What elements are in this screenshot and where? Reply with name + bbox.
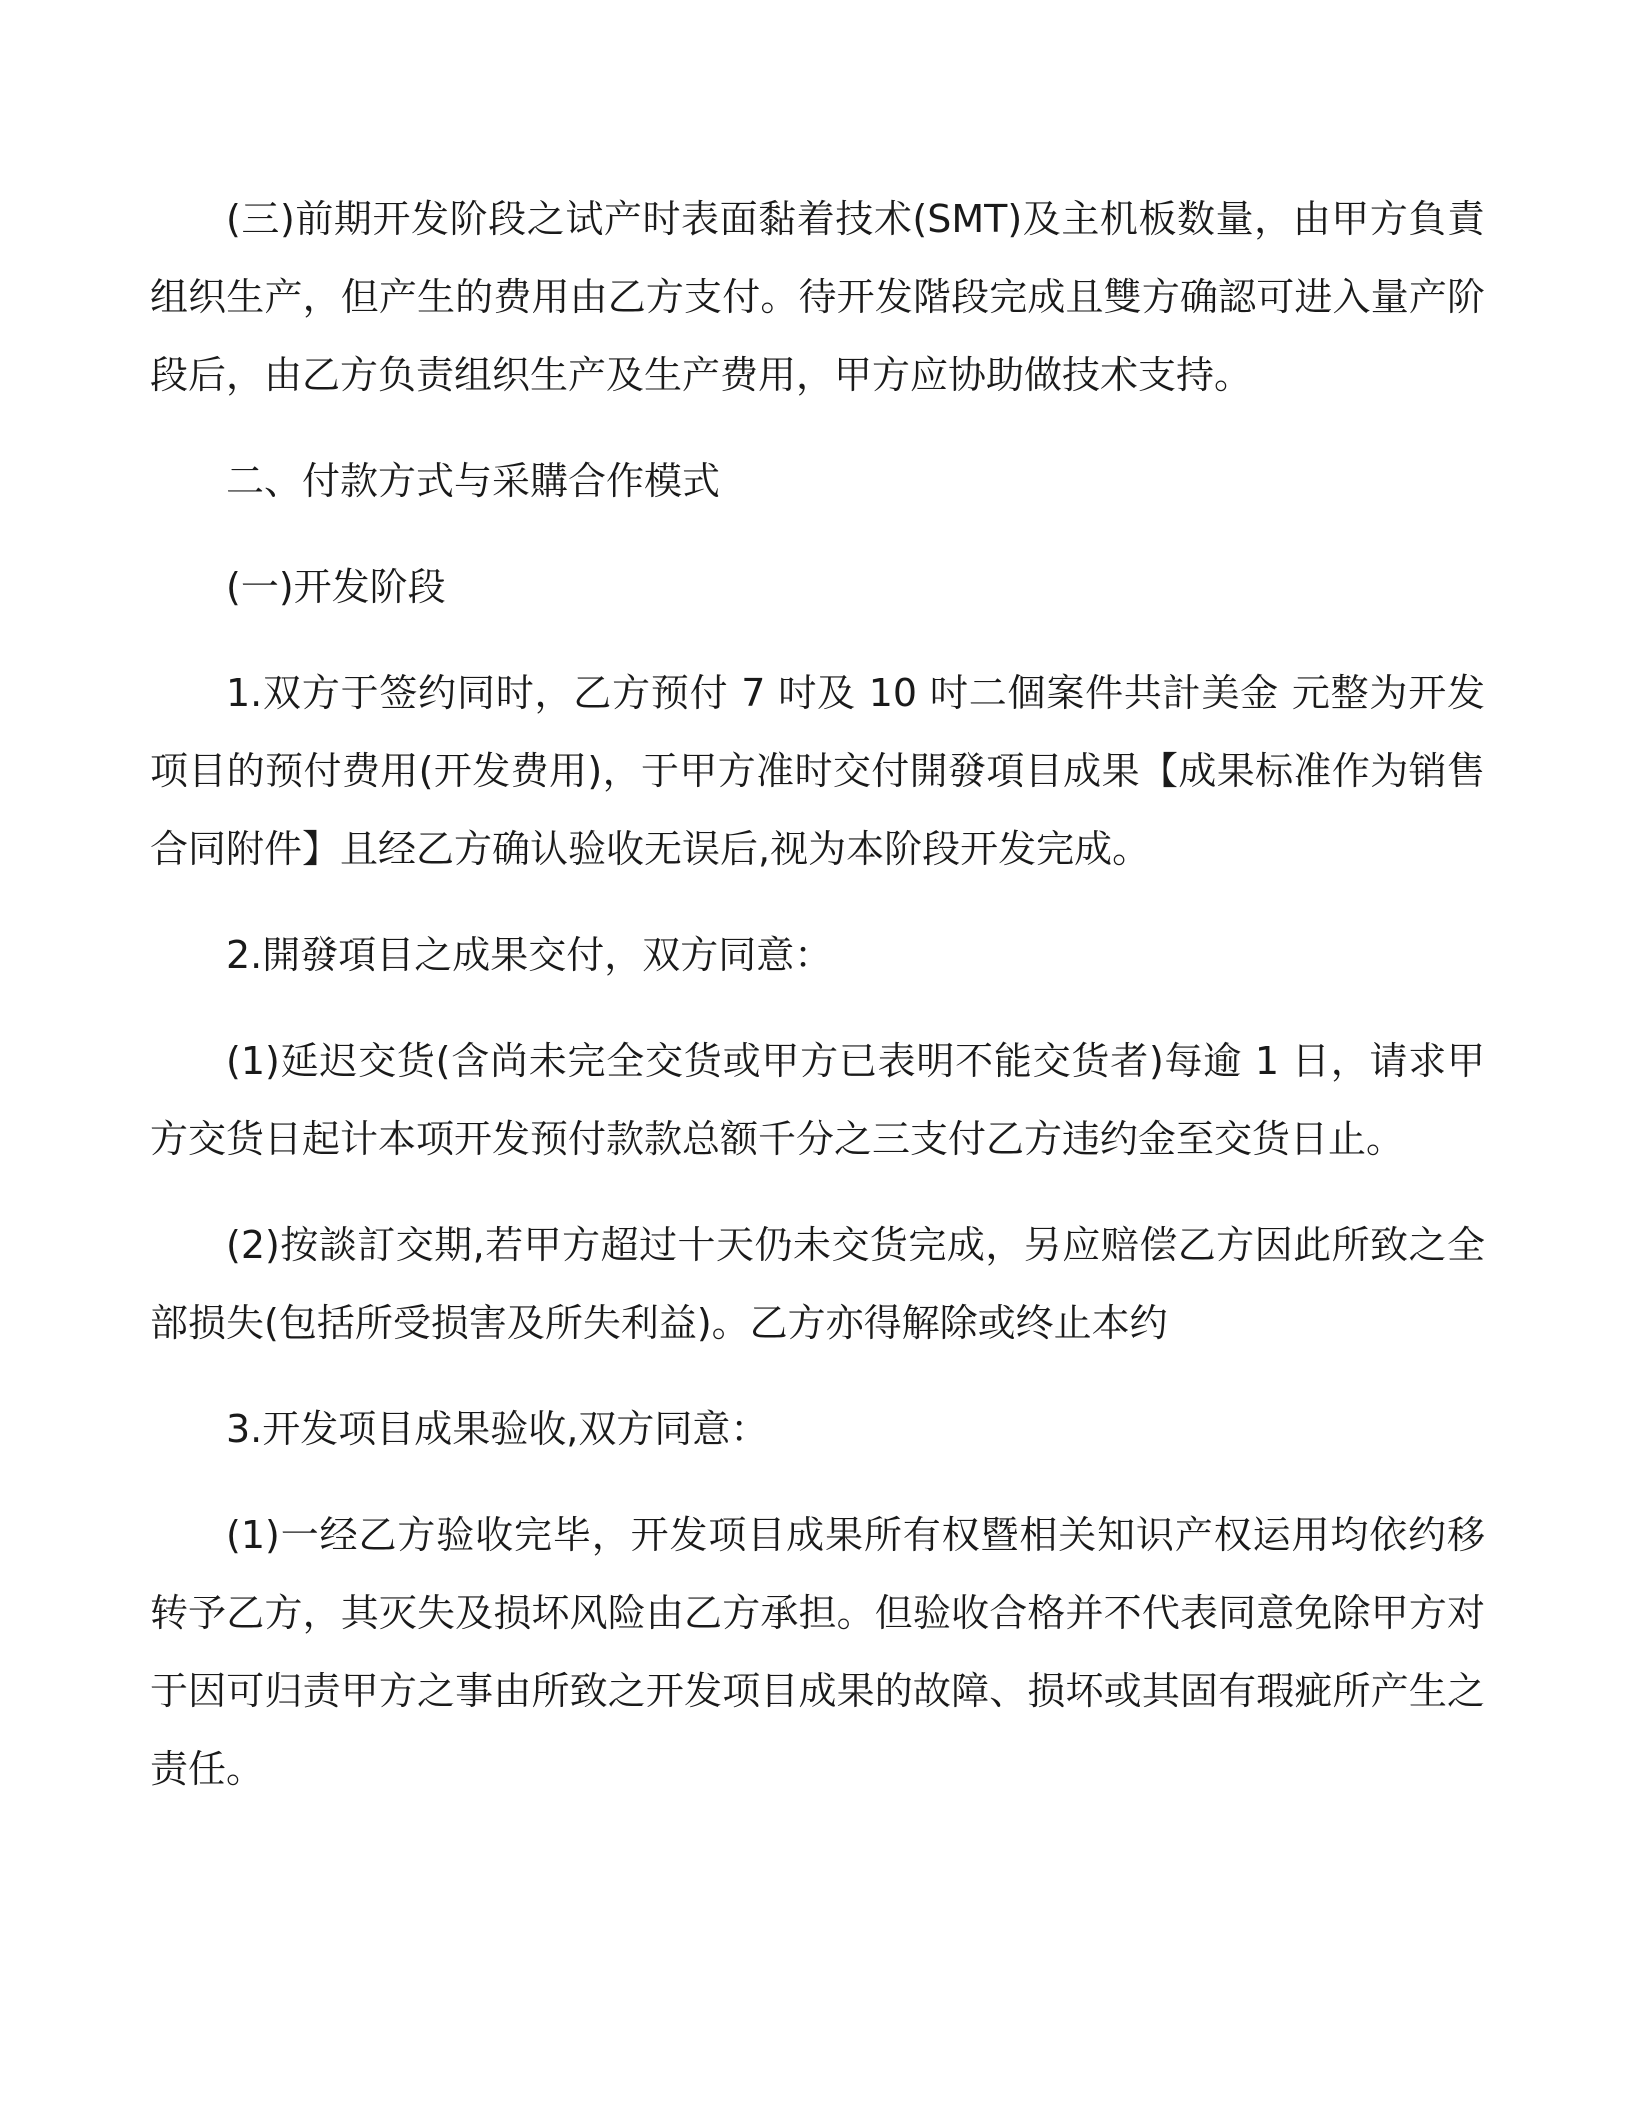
paragraph-prepayment: 1.双方于签约同时，乙方预付 7 吋及 10 吋二個案件共計美金 元整为开发项目的预付费用(开发费用)，于甲方准时交付開發項目成果【成果标准作为销售合同附件】且经乙方确认验收无误后,视为本阶段开发完成。: [150, 671, 1485, 871]
subsection-heading-development: (一)开发阶段: [226, 565, 446, 609]
paragraph-delivery-agreement: 2.開發項目之成果交付，双方同意：: [226, 933, 833, 977]
paragraph-smt-production: (三)前期开发阶段之试产时表面黏着技术(SMT)及主机板数量，由甲方負責组织生产，但产生的费用由乙方支付。待开发階段完成且雙方确認可进入量产阶段后，由乙方负责组织生产及生产费用，甲方应协助做技术支持。: [150, 197, 1485, 397]
paragraph-acceptance-agreement: 3.开发项目成果验收,双方同意：: [226, 1407, 769, 1451]
paragraph-ownership-transfer: (1)一经乙方验收完毕，开发项目成果所有权暨相关知识产权运用均依约移转予乙方，其灭失及损坏风险由乙方承担。但验收合格并不代表同意免除甲方对于因可归责甲方之事由所致之开发项目成果的故障、损坏或其固有瑕疵所产生之责任。: [150, 1513, 1485, 1791]
document-body: [150, 180, 1485, 1836]
paragraph-late-delivery-penalty: (1)延迟交货(含尚未完全交货或甲方已表明不能交货者)每逾 1 日，请求甲方交货日起计本项开发预付款款总额千分之三支付乙方违约金至交货日止。: [150, 1039, 1485, 1161]
section-heading-payment: 二、付款方式与采購合作模式: [226, 459, 721, 503]
paragraph-overdue-compensation: (2)按談訂交期,若甲方超过十天仍未交货完成，另应赔偿乙方因此所致之全部损失(包括所受损害及所失利益)。乙方亦得解除或终止本约: [150, 1223, 1485, 1345]
